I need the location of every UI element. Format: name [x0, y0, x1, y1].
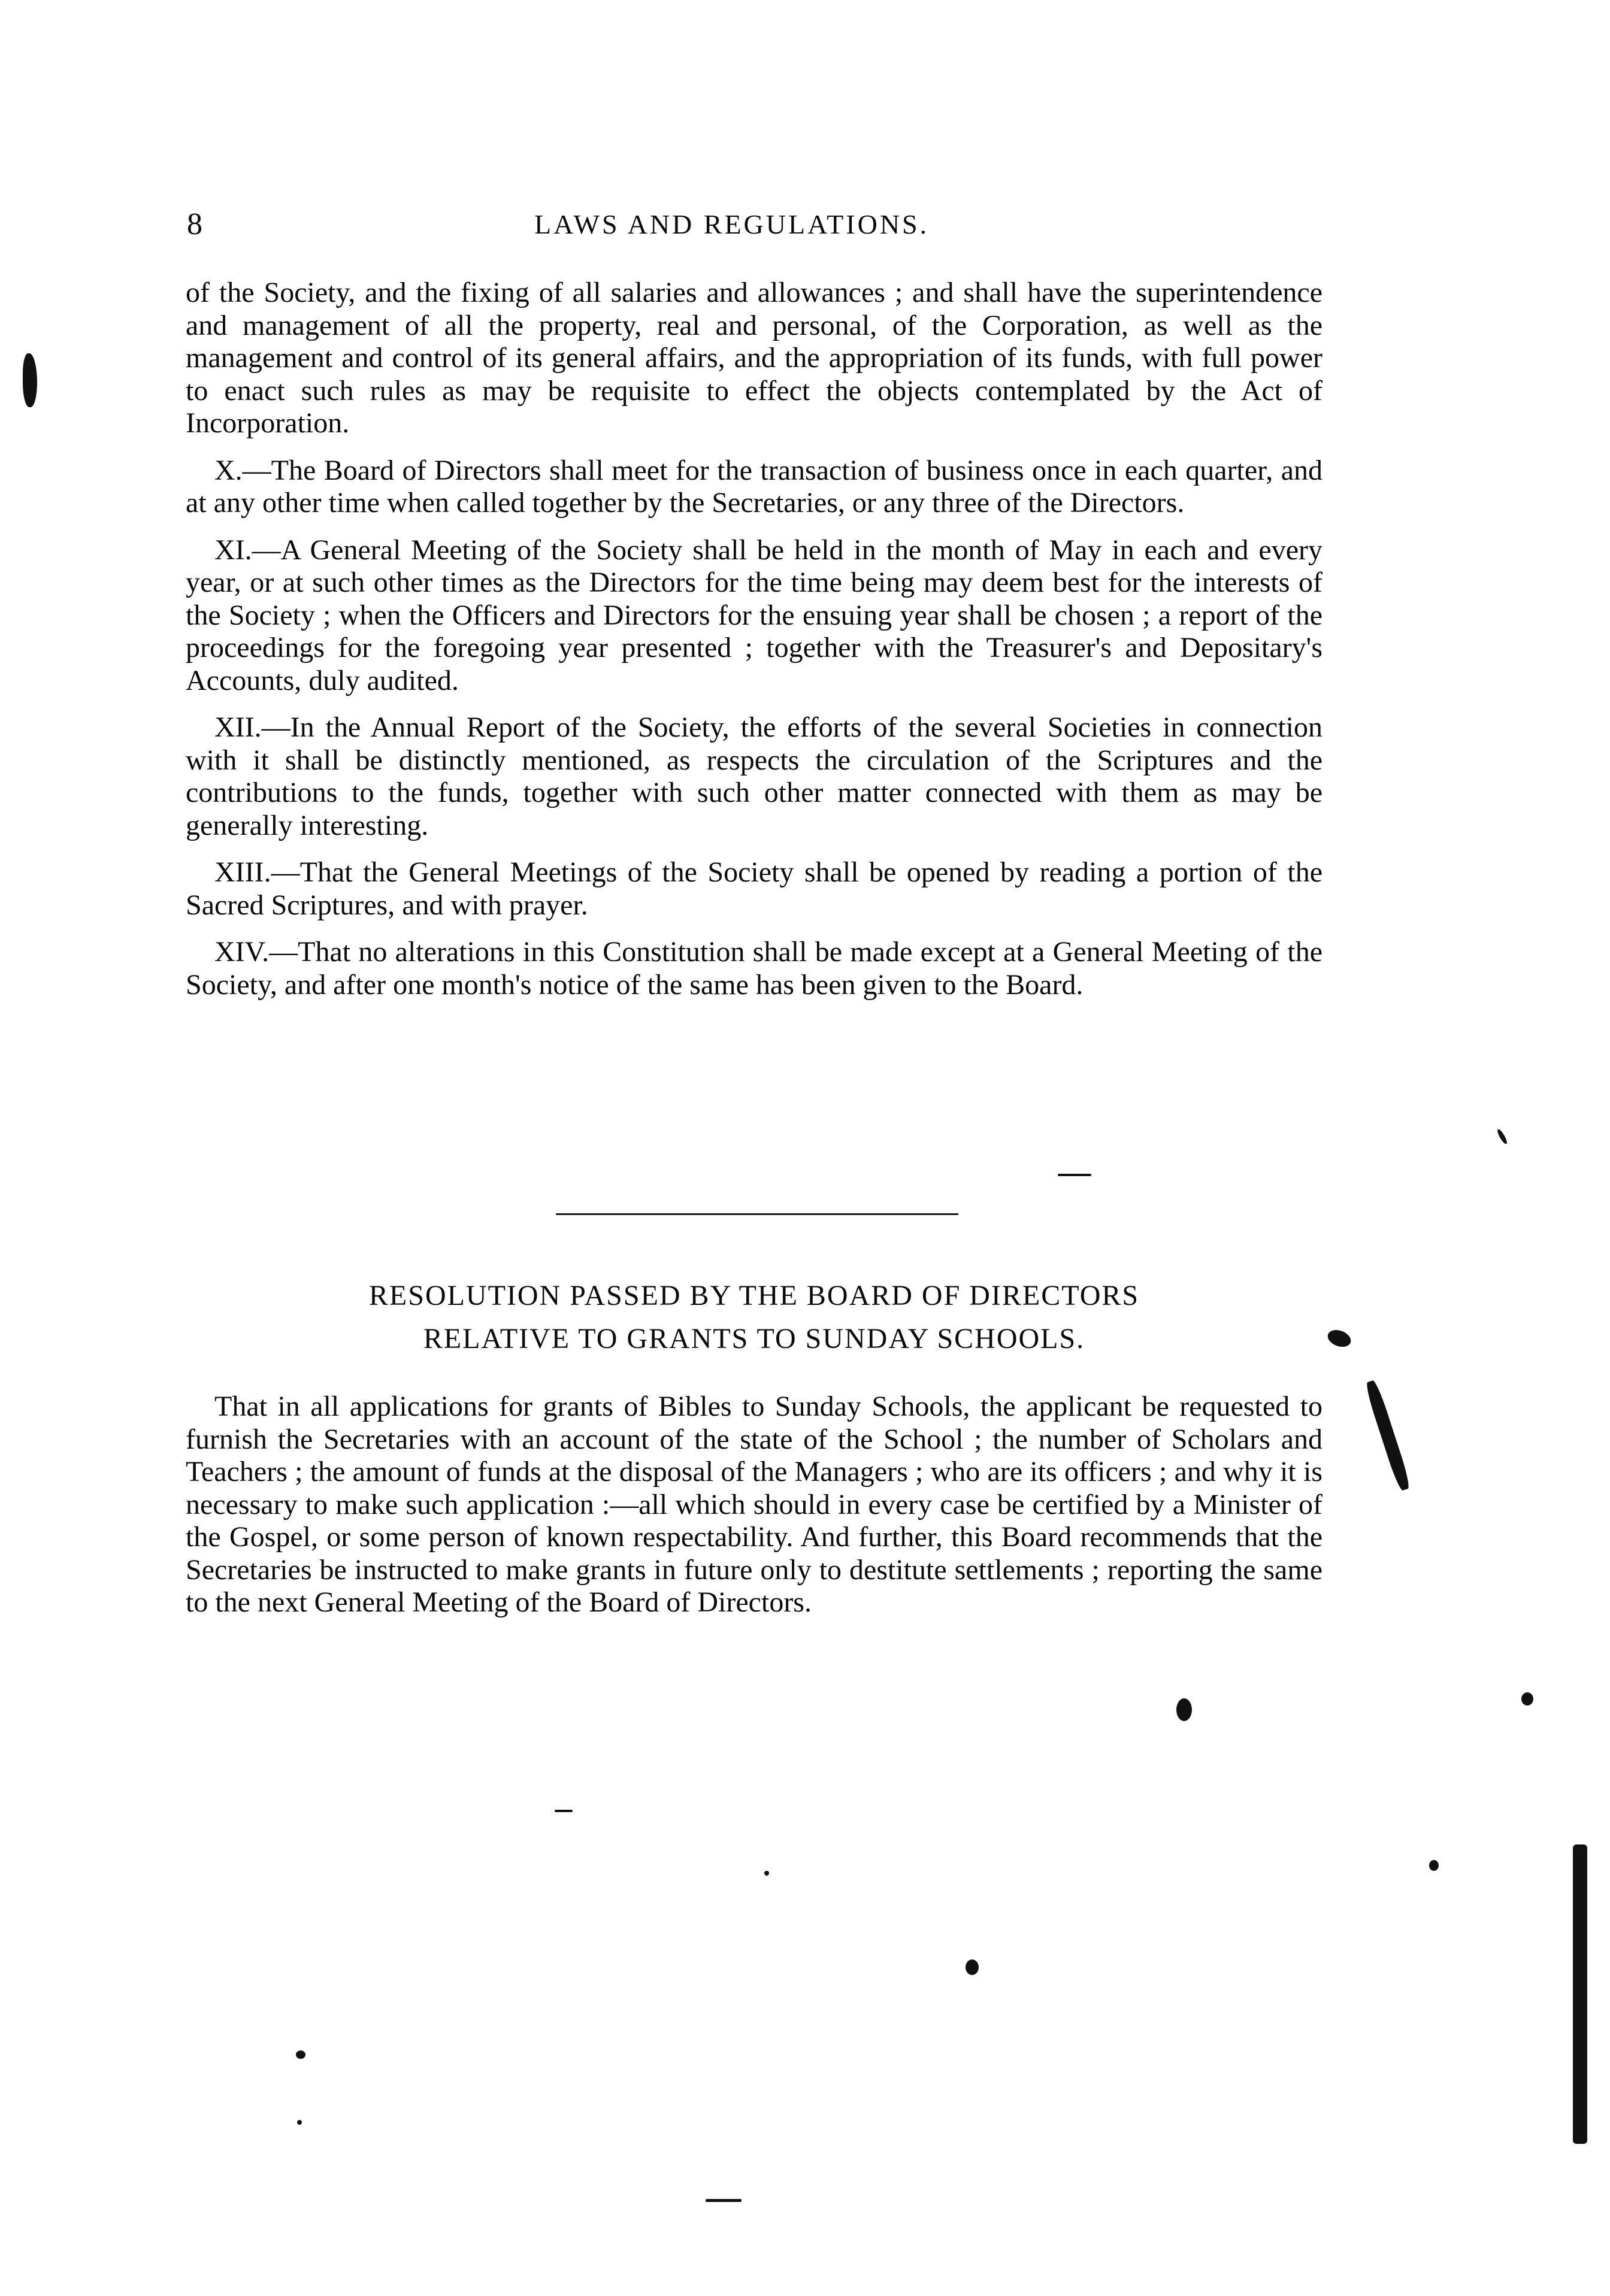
scan-speck — [297, 2120, 302, 2125]
scan-speck — [1573, 1844, 1587, 2144]
scan-speck — [555, 1810, 573, 1812]
scan-speck — [1058, 1174, 1091, 1176]
scan-speck — [764, 1871, 769, 1876]
scan-speck — [1325, 1327, 1353, 1350]
continuation-paragraph: of the Society, and the fixing of all salaries and allowances ; and shall have the superintendence and management of all the property, real and personal, of the Corporation, as well as the management and control of its general affairs, and the appropriation of its funds, with full power to enact such rules as may be requisite to effect the objects contemplated by the Act of Incorporation. — [186, 277, 1322, 439]
resolution-paragraph: That in all applications for grants of Bibles to Sunday Schools, the applicant be requested to furnish the Secretaries with an account of the state of the School ; the number of Scholars and Teachers ; the amount of funds at the disposal of the Managers ; who are its officers ; and why it is necessary to make such application :—all which should in every case be certified by a Minister of the Gospel, or some person of known respectability. And further, this Board recommends that the Secretaries be instructed to make grants in future only to destitute settlements ; reporting the same to the next General Meeting of the Board of Directors. — [186, 1391, 1322, 1618]
scan-speck — [296, 2050, 305, 2059]
page-header — [187, 207, 1325, 243]
constitution-text — [186, 277, 1322, 1001]
scan-speck — [23, 353, 37, 407]
resolution-heading-line-2: RELATIVE TO GRANTS TO SUNDAY SCHOOLS. — [423, 1323, 1085, 1355]
scan-speck — [1429, 1860, 1439, 1871]
running-head: LAWS AND REGULATIONS. — [534, 209, 930, 240]
article-x: X.—The Board of Directors shall meet for the transaction of business once in each quarter, and at any other time when called together by the Secretaries, or any three of the Directors. — [186, 454, 1322, 519]
resolution-heading-line-1: RESOLUTION PASSED BY THE BOARD OF DIRECTORS — [368, 1280, 1140, 1311]
scan-speck — [1364, 1379, 1412, 1491]
article-xiv: XIV.—That no alterations in this Constitution shall be made except at a General Meeting of the Society, and after one month's notice of the same has been given to the Board. — [186, 936, 1322, 1001]
section-divider — [556, 1213, 958, 1215]
resolution-heading — [186, 1274, 1322, 1361]
scan-speck — [1496, 1128, 1509, 1145]
article-xi: XI.—A General Meeting of the Society shall be held in the month of May in each and every year, or at such other times as the Directors for the time being may deem best for the interests of the Society ; when the Officers and Directors for the ensuing year shall be chosen ; a report of the proceedings for the foregoing year presented ; together with the Treasurer's and Depositary's Accounts, duly audited. — [186, 534, 1322, 696]
page-number: 8 — [187, 207, 202, 241]
scan-speck — [706, 2199, 742, 2202]
article-xiii: XIII.—That the General Meetings of the Society shall be opened by reading a portion of the Sacred Scriptures, and with prayer. — [186, 856, 1322, 921]
scan-speck — [966, 1959, 979, 1975]
scan-speck — [1521, 1692, 1533, 1706]
scan-speck — [1176, 1698, 1192, 1721]
article-xii: XII.—In the Annual Report of the Society, the efforts of the several Societies in connection with it shall be distinctly mentioned, as respects the circulation of the Scriptures and the contributions to the funds, together with such other matter connected with them as may be generally interesting. — [186, 711, 1322, 841]
